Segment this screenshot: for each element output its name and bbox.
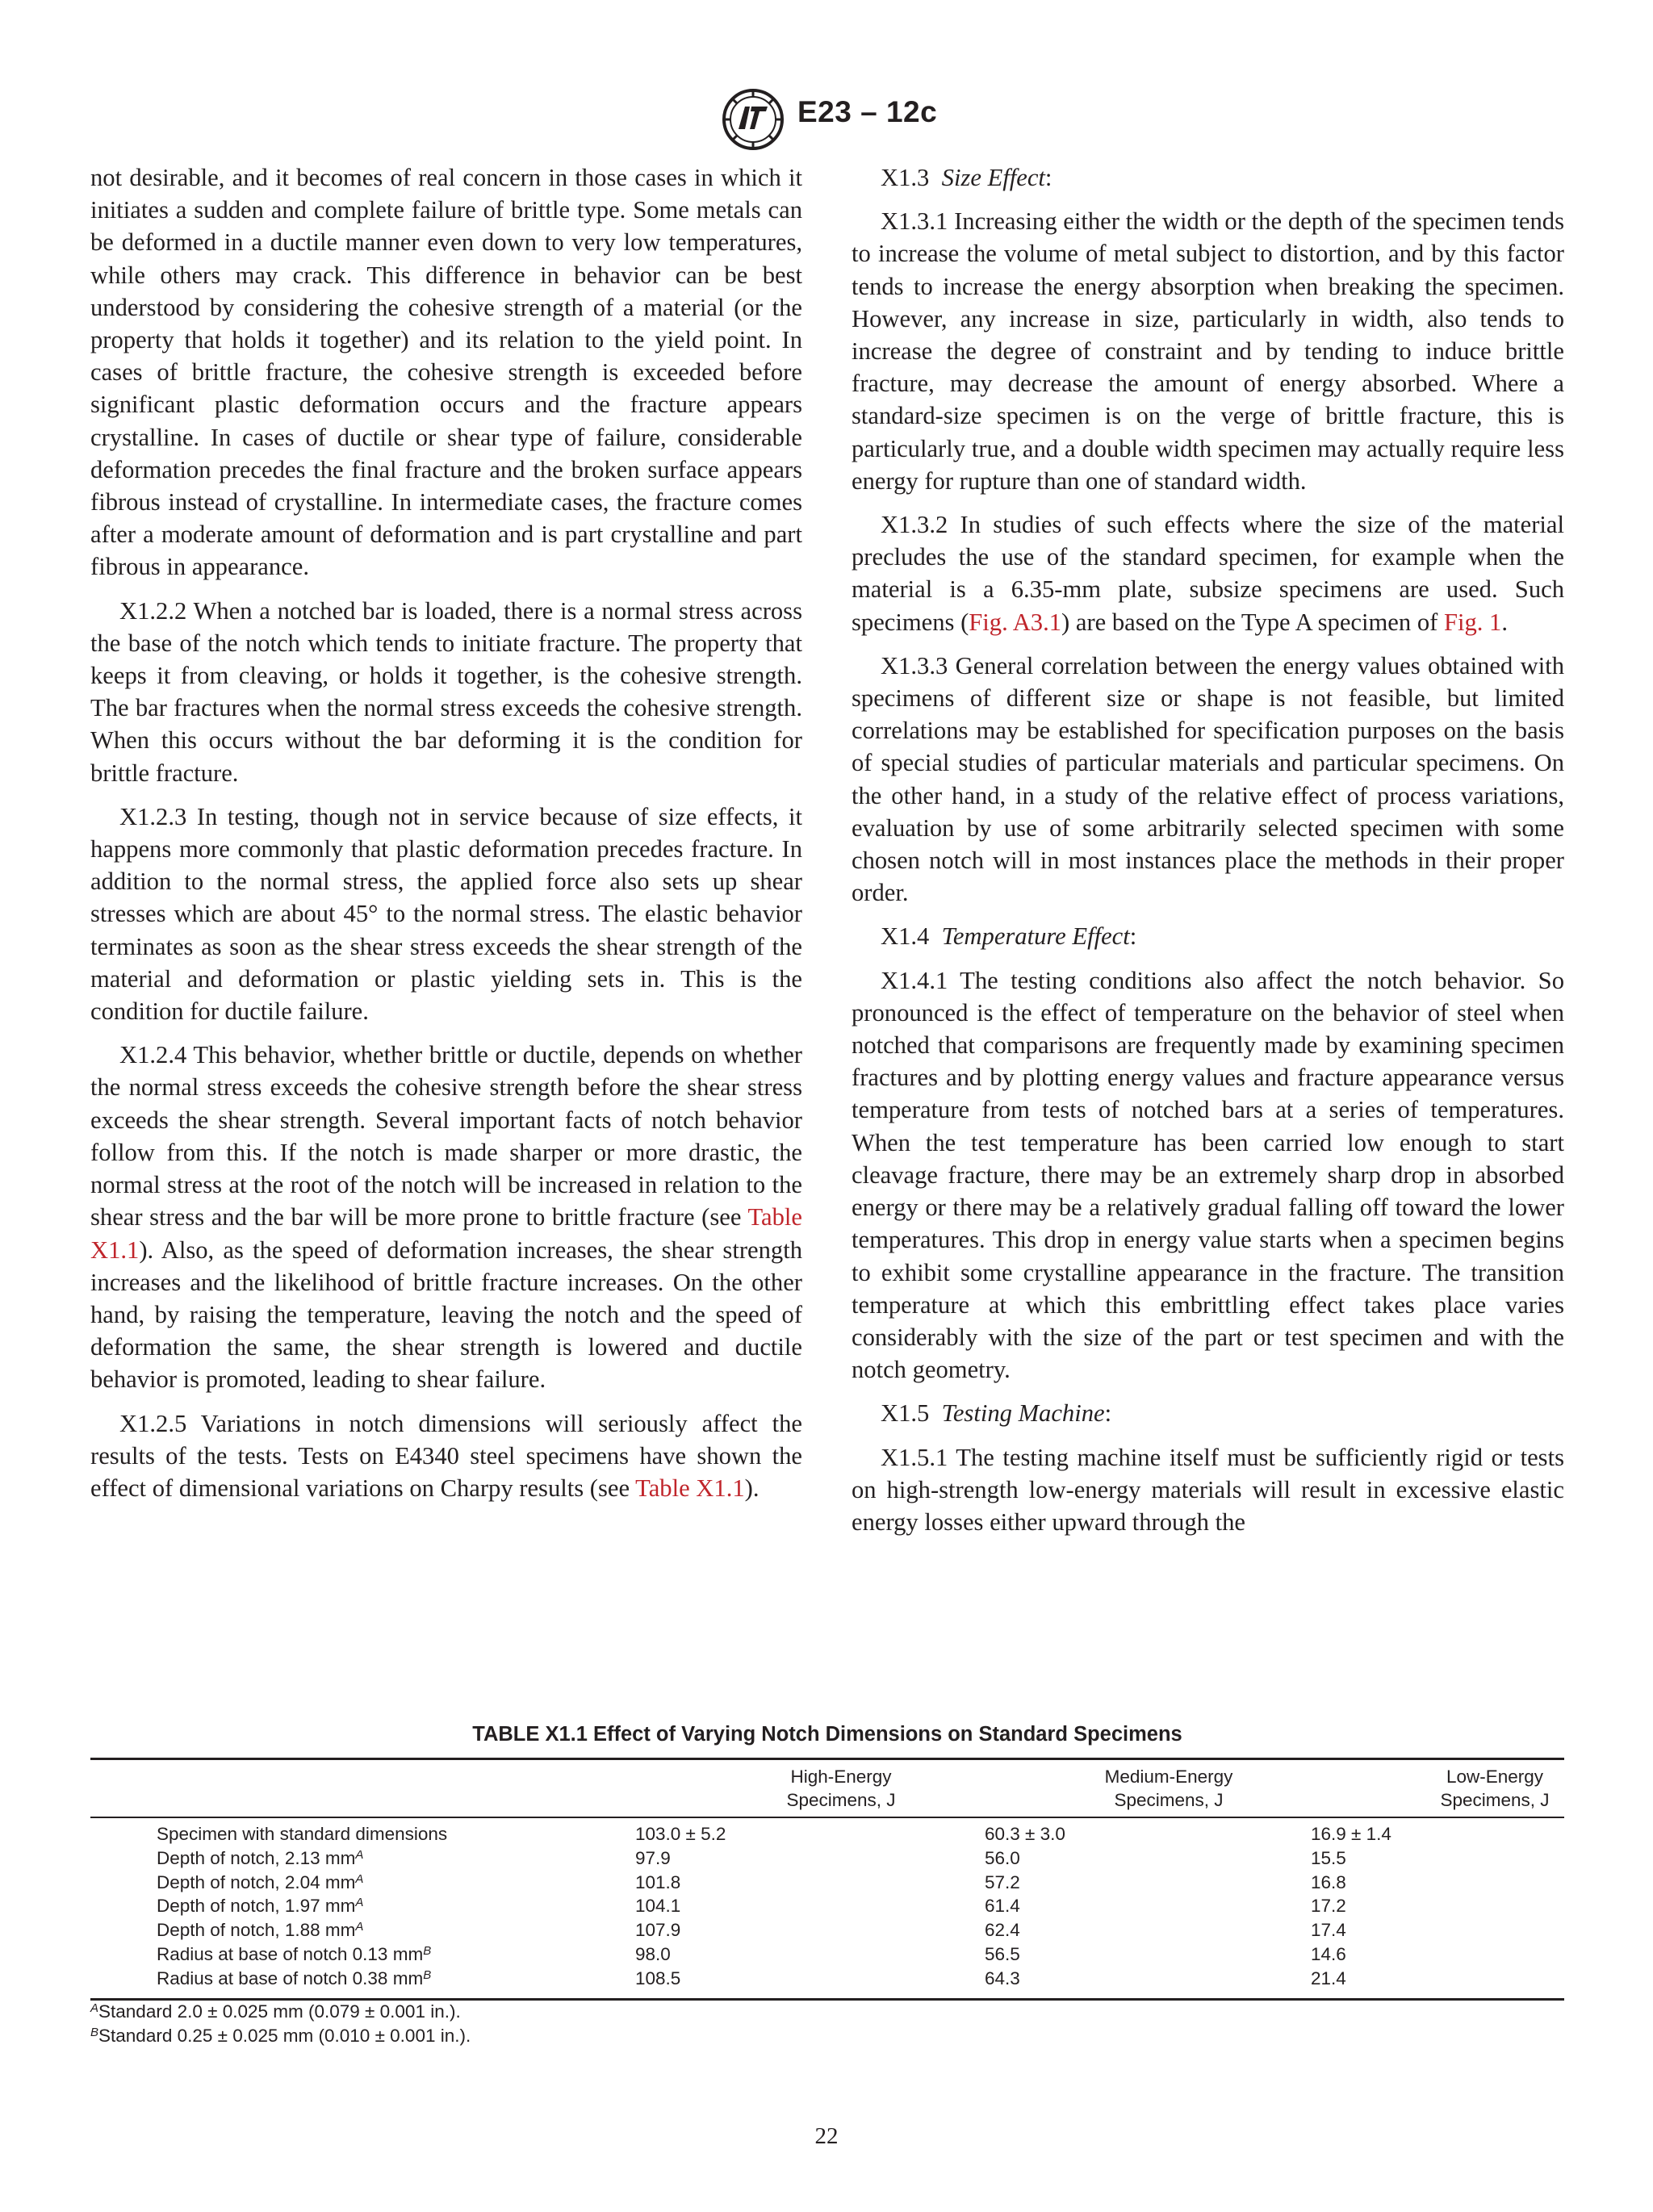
footnote-text: Standard 2.0 ± 0.025 mm (0.079 ± 0.001 in.). — [98, 2001, 461, 2022]
footnote-marker: A — [355, 1871, 364, 1886]
cell-low-energy: 16.8 — [1311, 1871, 1346, 1892]
row-label — [157, 1968, 431, 1989]
table-x1-1-link[interactable]: Table X1.1 — [90, 1203, 802, 1264]
cell-high-energy: 103.0 ± 5.2 — [635, 1824, 726, 1844]
page-number: 22 — [814, 2123, 839, 2149]
astm-logo-icon — [721, 87, 785, 152]
row-label — [157, 1944, 431, 1965]
section-heading-x1-4 — [852, 920, 1564, 952]
row-label — [157, 1896, 363, 1917]
cell-low-energy: 15.5 — [1311, 1847, 1346, 1868]
header-line: Specimens, J — [1440, 1790, 1550, 1810]
paragraph-x1-3-1: X1.3.1 Increasing either the width or the depth of the specimen tends to increase the volume of metal subject to distortion, and by this factor tends to increase the energy absorption when breaking the specimen. However, any increase in size, particularly in width, also tends to increase the degree of constraint and by tending to induce brittle fracture, may decrease the amount of energy absorbed. Where a standard-size specimen is on the verge of brittle fracture, this is particularly true, and a double width specimen may actually require less energy for rupture than one of standard width. — [852, 207, 1564, 495]
row-label-text: Specimen with standard dimensions — [157, 1824, 448, 1844]
paragraph-x1-2-2: X1.2.2 When a notched bar is loaded, there is a normal stress across the base of the notch which tends to initiate fracture. The property that keeps it from cleaving, or holds it together, is the cohesive strength. The bar fractures when the normal stress exceeds the cohesive strength. When this occurs without the bar deforming it is the condition for brittle fracture. — [90, 596, 802, 787]
text-run: X1.2.4 This behavior, whether brittle or ductile, depends on whether the normal stress exceeds the cohesive strength before the shear stress exceeds the shear strength. Several important facts of notch behavior follow from this. If the notch is made sharper or more drastic, the normal stress at the root of the notch will be increased in relation to the shear stress and the bar will be more prone to brittle fracture (see — [90, 1041, 802, 1231]
footnote-marker: B — [423, 1967, 432, 1982]
section-number: X1.5 — [881, 1399, 930, 1428]
row-label — [157, 1848, 363, 1869]
page-header — [0, 87, 1653, 152]
row-label — [157, 1920, 363, 1941]
column-header-low-energy — [1309, 1765, 1653, 1812]
paragraph-x1-3-3: X1.3.3 General correlation between the energy values obtained with specimens of different size or shape is not feasible, but limited correlations may be established for specification purposes on the basis of special studies of particular materials and particular specimens. On the other hand, in a study of the relative effect of process variations, evaluation by use of some arbitrarily selected specimen with some chosen notch will in most instances place the methods in their proper order. — [852, 651, 1564, 907]
table-row — [90, 1896, 1564, 1920]
table-row — [90, 1944, 1564, 1968]
section-title: Temperature Effect — [941, 922, 1130, 951]
cell-high-energy: 101.8 — [635, 1871, 681, 1892]
cell-medium-energy: 57.2 — [985, 1871, 1020, 1892]
row-label-text: Depth of notch, 1.97 mm — [157, 1896, 356, 1917]
header-line: Medium-Energy — [1104, 1767, 1233, 1787]
footnote — [90, 2024, 471, 2048]
header-line: Low-Energy — [1446, 1767, 1544, 1787]
figure-a3-1-link[interactable]: Fig. A3.1 — [969, 608, 1062, 636]
paragraph-x1-5-1: X1.5.1 The testing machine itself must be sufficiently rigid or tests on high-strength low-energy materials will result in excessive elastic energy losses either upward through the — [852, 1443, 1564, 1536]
row-label-text: Radius at base of notch 0.38 mm — [157, 1967, 424, 1988]
section-number: X1.4 — [881, 922, 930, 951]
text-run: X1.3.2 In studies of such effects where the size of the material precludes the use of the standard specimen, for example when the material is a 6.35-mm plate, subsize specimens are used. Such specimens ( — [852, 511, 1564, 636]
column-header-medium-energy — [983, 1765, 1354, 1812]
paragraph-x1-2-3: X1.2.3 In testing, though not in service because of size effects, it happens more commonly that plastic deformation precedes fracture. In addition to the normal stress, the applied force also sets up shear stresses which are about 45° to the normal stress. The elastic behavior terminates as soon as the shear stress exceeds the shear strength of the material and deformation or plastic yielding sets in. This is the condition for ductile failure. — [90, 802, 802, 1026]
section-heading-x1-3 — [852, 161, 1564, 194]
header-line: High-Energy — [790, 1767, 892, 1787]
cell-medium-energy: 56.5 — [985, 1943, 1020, 1964]
header-line: Specimens, J — [786, 1790, 896, 1810]
cell-low-energy: 17.4 — [1311, 1920, 1346, 1941]
paragraph-x1-3-2 — [852, 508, 1564, 638]
cell-high-energy: 97.9 — [635, 1847, 671, 1868]
text-run: . — [1501, 608, 1509, 636]
cell-medium-energy: 64.3 — [985, 1967, 1020, 1988]
section-title: Size Effect — [941, 164, 1045, 191]
footnote-marker: A — [355, 1920, 364, 1934]
text-run: X1.2.5 Variations in notch dimensions will seriously affect the results of the tests. Tests on E4340 steel specimens have shown the effect of dimensional variations on Charpy results (see — [90, 1409, 802, 1502]
footnote-text: Standard 0.25 ± 0.025 mm (0.010 ± 0.001 in.). — [98, 2026, 471, 2046]
left-column — [90, 161, 802, 1516]
table-title: TABLE X1.1 Effect of Varying Notch Dimensions on Standard Specimens — [472, 1723, 1182, 1746]
row-label-text: Radius at base of notch 0.13 mm — [157, 1943, 424, 1964]
table-footnotes — [90, 2000, 471, 2048]
standard-designation: E23 – 12c — [797, 95, 938, 128]
section-number: X1.3 — [881, 164, 930, 191]
row-label-text: Depth of notch, 2.04 mm — [157, 1871, 356, 1892]
right-column — [852, 161, 1564, 1549]
table-x1-1-link[interactable]: Table X1.1 — [635, 1474, 745, 1502]
text-run: ) are based on the Type A specimen of — [1061, 608, 1444, 636]
table-row — [90, 1848, 1564, 1872]
footnote — [90, 2000, 471, 2024]
figure-1-link[interactable]: Fig. 1 — [1443, 608, 1502, 636]
footnote-marker: A — [355, 1847, 364, 1862]
footnote-marker: A — [355, 1896, 364, 1910]
section-heading-x1-5 — [852, 1397, 1564, 1429]
paragraph-x1-2-5 — [90, 1407, 802, 1505]
cell-medium-energy: 56.0 — [985, 1847, 1020, 1868]
cell-low-energy: 16.9 ± 1.4 — [1311, 1824, 1391, 1844]
row-label — [157, 1824, 447, 1845]
column-header-high-energy — [655, 1765, 1027, 1812]
paragraph-continuation: not desirable, and it becomes of real concern in those cases in which it initiates a sudden and complete failure of brittle type. Some metals can be deformed in a ductile manner even down to very low temperatures, while others may crack. This difference in behavior can be best understood by considering the cohesive strength of a material (or the property that holds it together) and its relation to the yield point. In cases of brittle fracture, the cohesive strength is exceeded before significant plastic deformation occurs and the fracture appears crystalline. In cases of ductile or shear type of failure, considerable deformation precedes the final fracture and the broken surface appears fibrous instead of crystalline. In intermediate cases, the fracture comes after a moderate amount of deformation and is part crystalline and part fibrous in appearance. — [90, 164, 802, 581]
footnote-marker: B — [423, 1943, 432, 1958]
cell-low-energy: 17.2 — [1311, 1896, 1346, 1917]
header-line: Specimens, J — [1114, 1790, 1224, 1810]
table-row — [90, 1920, 1564, 1944]
table-row — [90, 1968, 1564, 1992]
table-row — [90, 1824, 1564, 1848]
paragraph-x1-2-4 — [90, 1039, 802, 1395]
cell-medium-energy: 61.4 — [985, 1896, 1020, 1917]
table-row — [90, 1872, 1564, 1896]
row-label-text: Depth of notch, 1.88 mm — [157, 1920, 356, 1941]
cell-high-energy: 98.0 — [635, 1943, 671, 1964]
cell-medium-energy: 62.4 — [985, 1920, 1020, 1941]
section-colon: : — [1104, 1399, 1112, 1428]
cell-low-energy: 14.6 — [1311, 1943, 1346, 1964]
text-run: ). Also, as the speed of deformation increases, the shear strength increases and the likelihood of brittle fracture increases. On the other hand, by raising the temperature, leaving the notch and the speed of deformation the same, the shear strength is lowered and ductile behavior is promoted, leading to shear failure. — [90, 1236, 802, 1394]
table-body — [90, 1818, 1564, 1998]
cell-high-energy: 104.1 — [635, 1896, 681, 1917]
row-label — [157, 1872, 363, 1893]
section-colon: : — [1044, 164, 1052, 191]
section-colon: : — [1129, 922, 1137, 951]
table-header-row — [90, 1760, 1564, 1817]
cell-high-energy: 107.9 — [635, 1920, 681, 1941]
footnote-marker: A — [90, 2001, 99, 2015]
paragraph-x1-4-1: X1.4.1 The testing conditions also affect the notch behavior. So pronounced is the effect of temperature on the behavior of steel when notched that comparisons are frequently made by examining specimen fractures and by plotting energy values and fracture appearance versus temperature from tests of notched bars at a series of temperatures. When the test temperature has been carried low enough to start cleavage fracture, there may be an extremely sharp drop in absorbed energy or there may be a relatively gradual falling off toward the lower temperatures. This drop in energy value starts when a specimen begins to exhibit some crystalline appearance in the fracture. The transition temperature at which this embrittling effect takes place varies considerably with the size of the part or test specimen and with the notch geometry. — [852, 966, 1564, 1384]
notch-dimensions-table — [90, 1758, 1564, 2001]
row-label-text: Depth of notch, 2.13 mm — [157, 1847, 356, 1868]
footnote-marker: B — [90, 2026, 99, 2039]
cell-high-energy: 108.5 — [635, 1967, 681, 1988]
text-run: ). — [744, 1474, 760, 1502]
section-title: Testing Machine — [941, 1399, 1105, 1428]
cell-medium-energy: 60.3 ± 3.0 — [985, 1824, 1065, 1844]
cell-low-energy: 21.4 — [1311, 1967, 1346, 1988]
